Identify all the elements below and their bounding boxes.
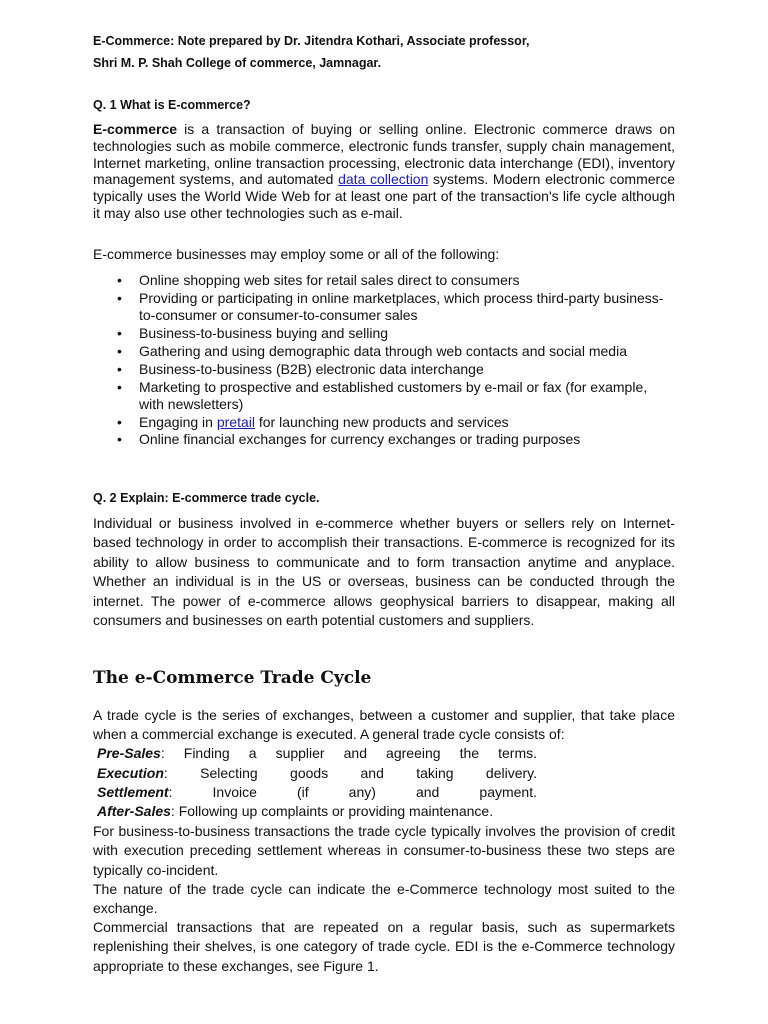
q1-paragraph-1 — [93, 121, 675, 222]
link-pretail[interactable]: pretail — [216, 413, 255, 430]
q1-title: Q. 1 What is E-commerce? — [93, 98, 251, 112]
header-line-2: Shri M. P. Shah College of commerce, Jamnagar. — [93, 56, 382, 70]
list-item: • Business-to-business (B2B) electronic data interchange — [117, 360, 484, 377]
q1-bullet-list — [93, 272, 675, 449]
list-item: • Business-to-business buying and selling — [117, 324, 389, 341]
link-data-collection[interactable]: data collection — [338, 171, 429, 188]
bullet-icon: • — [117, 431, 122, 448]
stage-after-sales: After-Sales: Following up complaints or providing maintenance. — [97, 803, 494, 819]
stage-pre-sales: Pre-Sales: Finding a supplier and agreeing the terms. — [97, 745, 537, 761]
q1-para1-b: systems. Modern electronic commerce typically uses the World Wide Web for at least one part of the transaction's life cycle although it may also use other technologies such as e-mail. — [93, 171, 675, 221]
bullet-icon: • — [117, 360, 122, 377]
bullet-icon: • — [117, 342, 122, 359]
term-ecommerce: E-commerce — [93, 121, 178, 137]
b2b-paragraph: For business-to-business transactions the trade cycle typically involves the provision of credit with execution preceding settlement whereas in consumer-to-business these two steps are typically co-incident. — [93, 823, 675, 878]
bullet-icon: • — [117, 289, 122, 306]
q1-para1-a: is a transaction of buying or selling online. Electronic commerce draws on technologies such as mobile commerce, electronic funds transfer, supply chain management, Internet marketing, online transaction processing, electronic data interchange (EDI), inventory management systems, and automated — [93, 121, 675, 188]
list-item: • Engaging in pretail for launching new products and services — [117, 413, 509, 430]
trade-cycle-nature-paragraph: The nature of the trade cycle can indicate the e-Commerce technology most suited to the exchange. — [93, 881, 675, 917]
list-item: • Online shopping web sites for retail sales direct to consumers — [117, 272, 520, 288]
stage-execution: Execution: Selecting goods and taking delivery. — [97, 765, 537, 781]
stage-settlement: Settlement: Invoice (if any) and payment. — [97, 784, 537, 800]
bullet-icon: • — [117, 272, 122, 288]
q2-title: Q. 2 Explain: E-commerce trade cycle. — [93, 491, 320, 505]
header-line-1: E-Commerce: Note prepared by Dr. Jitendra Kothari, Associate professor, — [93, 34, 530, 48]
list-item: • Marketing to prospective and established customers by e-mail or fax (for example, with newsletters) — [117, 378, 648, 412]
list-item: • Gathering and using demographic data through web contacts and social media — [117, 342, 627, 359]
list-item: • Providing or participating in online marketplaces, which process third-party business-to-consumer or consumer-to-consumer sales — [117, 289, 664, 323]
commercial-transactions-paragraph: Commercial transactions that are repeated on a regular basis, such as supermarkets replenishing their shelves, is one category of trade cycle. EDI is the e-Commerce technology appropriate to these exchanges, see Figure 1. — [93, 919, 675, 974]
section-heading: The e-Commerce Trade Cycle — [93, 668, 372, 688]
bullet-icon: • — [117, 324, 122, 341]
q1-paragraph-2: E-commerce businesses may employ some or all of the following: — [93, 246, 500, 262]
q2-paragraph: Individual or business involved in e-commerce whether buyers or sellers rely on Internet-based technology in order to accomplish their transactions. E-commerce is recognized for its ability to allow business to communicate and to form transaction anytime and anyplace. Whether an individual is in the US or overseas, business can be conducted through the internet. The power of e-commerce allows geophysical barriers to disappear, making all consumers and businesses on earth potential customers and suppliers. — [93, 515, 675, 629]
bullet-icon: • — [117, 378, 122, 395]
bullet-icon: • — [117, 413, 122, 430]
trade-cycle-intro: A trade cycle is the series of exchanges, between a customer and supplier, that take place when a commercial exchange is executed. A general trade cycle consists of: — [93, 707, 675, 743]
list-item: • Online financial exchanges for currency exchanges or trading purposes — [117, 431, 581, 448]
